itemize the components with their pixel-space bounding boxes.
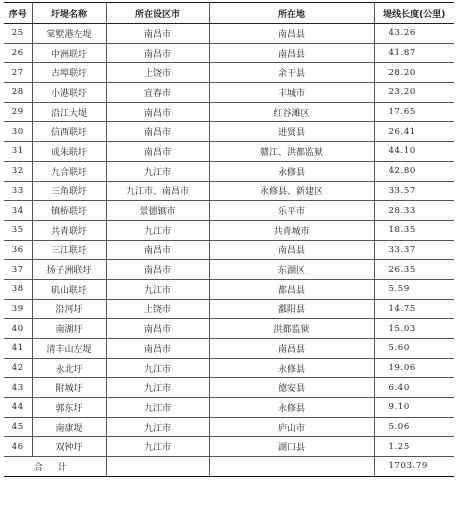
row-levee-name: 双钟圩	[32, 437, 106, 457]
row-levee-name: 中洲联圩	[32, 43, 106, 63]
row-index: 31	[4, 142, 32, 162]
row-location: 赣江、洪都监狱	[209, 142, 374, 162]
table-row	[4, 161, 454, 181]
row-length: 19.06	[374, 358, 454, 378]
row-location: 德安县	[209, 378, 374, 398]
row-length: 26.35	[374, 260, 454, 280]
row-city: 九江市、南昌市	[106, 181, 209, 201]
table-row	[4, 378, 454, 398]
row-index: 35	[4, 220, 32, 240]
row-index: 33	[4, 181, 32, 201]
row-location: 余干县	[209, 63, 374, 83]
header-city: 所在设区市	[106, 3, 209, 24]
total-empty-location	[209, 457, 374, 476]
table-row	[4, 43, 454, 63]
row-levee-name: 古埠联圩	[32, 63, 106, 83]
row-index: 39	[4, 299, 32, 319]
row-levee-name: 三江联圩	[32, 240, 106, 260]
total-value: 1703.79	[374, 457, 454, 476]
table-row	[4, 398, 454, 418]
row-location: 永修县	[209, 358, 374, 378]
row-length: 26.41	[374, 122, 454, 142]
row-length: 5.06	[374, 417, 454, 437]
row-length: 43.26	[374, 24, 454, 44]
row-length: 33.37	[374, 240, 454, 260]
row-levee-name: 信西联圩	[32, 122, 106, 142]
table-row	[4, 122, 454, 142]
row-index: 27	[4, 63, 32, 83]
row-index: 36	[4, 240, 32, 260]
row-location: 永修县	[209, 398, 374, 418]
row-city: 南昌市	[106, 102, 209, 122]
total-row	[4, 457, 454, 476]
table-body	[4, 24, 454, 476]
row-levee-name: 棠墅港左堤	[32, 24, 106, 44]
row-city: 九江市	[106, 279, 209, 299]
row-city: 景德镇市	[106, 201, 209, 221]
row-levee-name: 永北圩	[32, 358, 106, 378]
header-index: 序号	[4, 3, 32, 24]
header-location: 所在地	[209, 3, 374, 24]
row-location: 洪都监狱	[209, 319, 374, 339]
row-location: 红谷滩区	[209, 102, 374, 122]
row-city: 南昌市	[106, 260, 209, 280]
row-levee-name: 南康堤	[32, 417, 106, 437]
row-levee-name: 镇桥联圩	[32, 201, 106, 221]
row-location: 丰城市	[209, 83, 374, 103]
row-index: 26	[4, 43, 32, 63]
row-index: 32	[4, 161, 32, 181]
row-levee-name: 九合联圩	[32, 161, 106, 181]
row-city: 南昌市	[106, 339, 209, 359]
row-levee-name: 共青联圩	[32, 220, 106, 240]
row-location: 共青城市	[209, 220, 374, 240]
row-location: 鄱阳县	[209, 299, 374, 319]
table-row	[4, 260, 454, 280]
table-row	[4, 417, 454, 437]
row-length: 5.59	[374, 279, 454, 299]
row-city: 九江市	[106, 417, 209, 437]
table-row	[4, 339, 454, 359]
table-row	[4, 102, 454, 122]
row-levee-name: 沿河圩	[32, 299, 106, 319]
row-location: 东湖区	[209, 260, 374, 280]
row-location: 南昌县	[209, 43, 374, 63]
row-length: 44.10	[374, 142, 454, 162]
table-row	[4, 299, 454, 319]
row-levee-name: 南湖圩	[32, 319, 106, 339]
row-location: 进贤县	[209, 122, 374, 142]
row-length: 18.35	[374, 220, 454, 240]
row-location: 都昌县	[209, 279, 374, 299]
row-location: 庐山市	[209, 417, 374, 437]
table-header-row	[4, 3, 454, 24]
row-city: 九江市	[106, 378, 209, 398]
row-location: 乐平市	[209, 201, 374, 221]
row-length: 14.75	[374, 299, 454, 319]
row-location: 南昌县	[209, 339, 374, 359]
row-location: 湖口县	[209, 437, 374, 457]
row-levee-name: 三角联圩	[32, 181, 106, 201]
row-city: 宜春市	[106, 83, 209, 103]
row-city: 南昌市	[106, 24, 209, 44]
row-levee-name: 沿江大堤	[32, 102, 106, 122]
row-index: 30	[4, 122, 32, 142]
row-city: 九江市	[106, 220, 209, 240]
row-city: 上饶市	[106, 63, 209, 83]
table-row	[4, 63, 454, 83]
row-location: 南昌县	[209, 24, 374, 44]
row-length: 9.10	[374, 398, 454, 418]
row-length: 1.25	[374, 437, 454, 457]
row-length: 6.40	[374, 378, 454, 398]
row-city: 南昌市	[106, 43, 209, 63]
row-city: 九江市	[106, 161, 209, 181]
header-length: 堤线长度(公里)	[374, 3, 454, 24]
table-row	[4, 437, 454, 457]
table-row	[4, 83, 454, 103]
row-length: 17.65	[374, 102, 454, 122]
row-location: 永修县、新建区	[209, 181, 374, 201]
row-length: 15.03	[374, 319, 454, 339]
row-location: 南昌县	[209, 240, 374, 260]
table-row	[4, 358, 454, 378]
row-length: 23.20	[374, 83, 454, 103]
table-row	[4, 181, 454, 201]
row-index: 44	[4, 398, 32, 418]
levee-table-sheet	[4, 2, 454, 477]
row-levee-name: 小港联圩	[32, 83, 106, 103]
row-city: 南昌市	[106, 240, 209, 260]
row-index: 46	[4, 437, 32, 457]
row-index: 40	[4, 319, 32, 339]
row-city: 九江市	[106, 398, 209, 418]
row-index: 29	[4, 102, 32, 122]
table-row	[4, 319, 454, 339]
row-index: 28	[4, 83, 32, 103]
total-label: 合 计	[4, 457, 106, 476]
row-city: 南昌市	[106, 122, 209, 142]
row-index: 25	[4, 24, 32, 44]
total-empty-city	[106, 457, 209, 476]
header-levee-name: 圩堤名称	[32, 3, 106, 24]
row-index: 45	[4, 417, 32, 437]
row-length: 5.60	[374, 339, 454, 359]
table-row	[4, 240, 454, 260]
table-row	[4, 201, 454, 221]
row-index: 34	[4, 201, 32, 221]
row-city: 九江市	[106, 437, 209, 457]
row-city: 南昌市	[106, 142, 209, 162]
row-city: 上饶市	[106, 299, 209, 319]
row-levee-name: 成朱联圩	[32, 142, 106, 162]
row-length: 28.33	[374, 201, 454, 221]
row-index: 38	[4, 279, 32, 299]
row-levee-name: 附城圩	[32, 378, 106, 398]
row-index: 41	[4, 339, 32, 359]
row-city: 南昌市	[106, 319, 209, 339]
row-length: 28.20	[374, 63, 454, 83]
row-index: 37	[4, 260, 32, 280]
row-levee-name: 郭东圩	[32, 398, 106, 418]
row-levee-name: 扬子洲联圩	[32, 260, 106, 280]
row-length: 33.57	[374, 181, 454, 201]
row-levee-name: 清丰山左堤	[32, 339, 106, 359]
row-length: 42.80	[374, 161, 454, 181]
row-index: 42	[4, 358, 32, 378]
table-row	[4, 220, 454, 240]
row-location: 永修县	[209, 161, 374, 181]
row-levee-name: 矶山联圩	[32, 279, 106, 299]
row-index: 43	[4, 378, 32, 398]
levee-table	[4, 3, 454, 476]
row-city: 九江市	[106, 358, 209, 378]
row-length: 41.87	[374, 43, 454, 63]
table-row	[4, 279, 454, 299]
table-row	[4, 24, 454, 44]
table-row	[4, 142, 454, 162]
